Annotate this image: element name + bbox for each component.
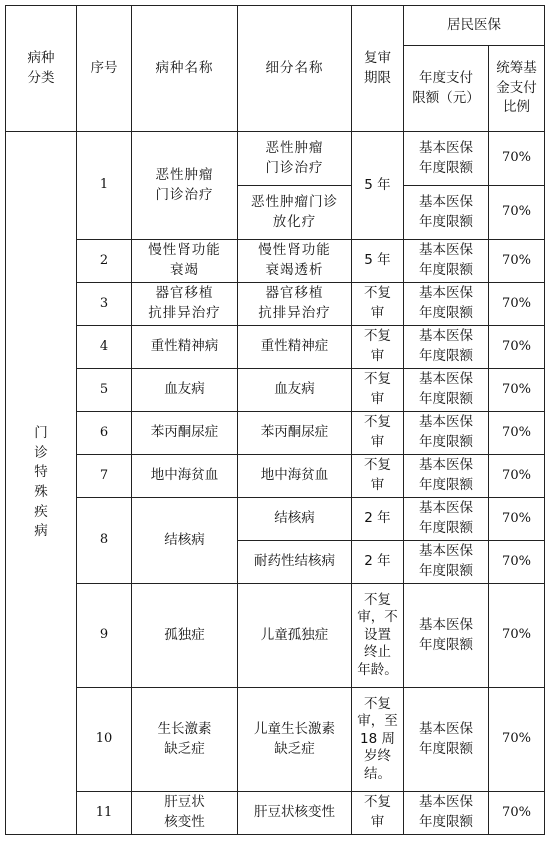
index-cell: 5 <box>77 369 132 412</box>
header-index: 序号 <box>77 6 132 132</box>
category-cell: 门 诊 特 殊 疾 病 <box>6 132 77 835</box>
ratio-cell: 70% <box>489 498 545 541</box>
sub-cell: 儿童生长激素 缺乏症 <box>238 688 352 792</box>
index-cell: 7 <box>77 455 132 498</box>
sub-cell: 耐药性结核病 <box>238 541 352 584</box>
header-review: 复审 期限 <box>352 6 404 132</box>
disease-table <box>5 5 545 835</box>
review-cell: 2 年 <box>352 498 404 541</box>
disease-cell: 苯丙酮尿症 <box>132 412 238 455</box>
limit-cell: 基本医保 年度限额 <box>404 283 489 326</box>
index-cell: 4 <box>77 326 132 369</box>
sub-cell: 器官移植 抗排异治疗 <box>238 283 352 326</box>
sub-cell: 肝豆状核变性 <box>238 792 352 835</box>
review-cell: 不复 审 <box>352 412 404 455</box>
limit-cell: 基本医保 年度限额 <box>404 455 489 498</box>
header-group: 居民医保 <box>404 6 545 46</box>
limit-cell: 基本医保 年度限额 <box>404 498 489 541</box>
review-cell: 不复 审 <box>352 283 404 326</box>
table-row <box>6 498 545 541</box>
index-cell: 6 <box>77 412 132 455</box>
index-cell: 2 <box>77 240 132 283</box>
limit-cell: 基本医保 年度限额 <box>404 688 489 792</box>
table-row <box>6 240 545 283</box>
disease-cell: 生长激素 缺乏症 <box>132 688 238 792</box>
review-cell: 不复 审，至 18 周 岁终 结。 <box>352 688 404 792</box>
limit-cell: 基本医保 年度限额 <box>404 369 489 412</box>
ratio-cell: 70% <box>489 688 545 792</box>
table-row <box>6 369 545 412</box>
review-cell: 不复 审 <box>352 455 404 498</box>
index-cell: 3 <box>77 283 132 326</box>
disease-cell: 慢性肾功能 衰竭 <box>132 240 238 283</box>
disease-cell: 肝豆状 核变性 <box>132 792 238 835</box>
ratio-cell: 70% <box>489 412 545 455</box>
index-cell: 11 <box>77 792 132 835</box>
table-row <box>6 455 545 498</box>
limit-cell: 基本医保 年度限额 <box>404 132 489 186</box>
sub-cell: 苯丙酮尿症 <box>238 412 352 455</box>
review-cell: 不复 审 <box>352 326 404 369</box>
table-row <box>6 132 545 186</box>
sub-cell: 恶性肿瘤 门诊治疗 <box>238 132 352 186</box>
disease-cell: 器官移植 抗排异治疗 <box>132 283 238 326</box>
ratio-cell: 70% <box>489 326 545 369</box>
header-ratio: 统筹基 金支付 比例 <box>489 46 545 132</box>
index-cell: 9 <box>77 584 132 688</box>
index-cell: 10 <box>77 688 132 792</box>
limit-cell: 基本医保 年度限额 <box>404 584 489 688</box>
limit-cell: 基本医保 年度限额 <box>404 412 489 455</box>
ratio-cell: 70% <box>489 455 545 498</box>
review-cell: 不复 审 <box>352 369 404 412</box>
review-cell: 2 年 <box>352 541 404 584</box>
ratio-cell: 70% <box>489 132 545 186</box>
table-row <box>6 326 545 369</box>
disease-cell: 血友病 <box>132 369 238 412</box>
ratio-cell: 70% <box>489 240 545 283</box>
review-cell: 不复 审，不 设置 终止 年龄。 <box>352 584 404 688</box>
limit-cell: 基本医保 年度限额 <box>404 326 489 369</box>
table-row <box>6 688 545 792</box>
header-limit: 年度支付 限额（元） <box>404 46 489 132</box>
sub-cell: 儿童孤独症 <box>238 584 352 688</box>
sub-cell: 结核病 <box>238 498 352 541</box>
sub-cell: 重性精神症 <box>238 326 352 369</box>
ratio-cell: 70% <box>489 584 545 688</box>
sub-cell: 血友病 <box>238 369 352 412</box>
disease-cell: 结核病 <box>132 498 238 584</box>
ratio-cell: 70% <box>489 369 545 412</box>
limit-cell: 基本医保 年度限额 <box>404 541 489 584</box>
index-cell: 8 <box>77 498 132 584</box>
table-row <box>6 792 545 835</box>
header-category: 病种 分类 <box>6 6 77 132</box>
ratio-cell: 70% <box>489 541 545 584</box>
disease-cell: 孤独症 <box>132 584 238 688</box>
disease-cell: 地中海贫血 <box>132 455 238 498</box>
review-cell: 5 年 <box>352 240 404 283</box>
index-cell: 1 <box>77 132 132 240</box>
ratio-cell: 70% <box>489 283 545 326</box>
disease-cell: 重性精神病 <box>132 326 238 369</box>
ratio-cell: 70% <box>489 186 545 240</box>
sub-cell: 地中海贫血 <box>238 455 352 498</box>
table-row <box>6 584 545 688</box>
disease-cell: 恶性肿瘤 门诊治疗 <box>132 132 238 240</box>
sub-cell: 恶性肿瘤门诊 放化疗 <box>238 186 352 240</box>
ratio-cell: 70% <box>489 792 545 835</box>
table-row <box>6 412 545 455</box>
review-cell: 不复 审 <box>352 792 404 835</box>
sub-cell: 慢性肾功能 衰竭透析 <box>238 240 352 283</box>
header-sub: 细分名称 <box>238 6 352 132</box>
limit-cell: 基本医保 年度限额 <box>404 792 489 835</box>
header-disease: 病种名称 <box>132 6 238 132</box>
review-cell: 5 年 <box>352 132 404 240</box>
table-row <box>6 283 545 326</box>
limit-cell: 基本医保 年度限额 <box>404 240 489 283</box>
limit-cell: 基本医保 年度限额 <box>404 186 489 240</box>
